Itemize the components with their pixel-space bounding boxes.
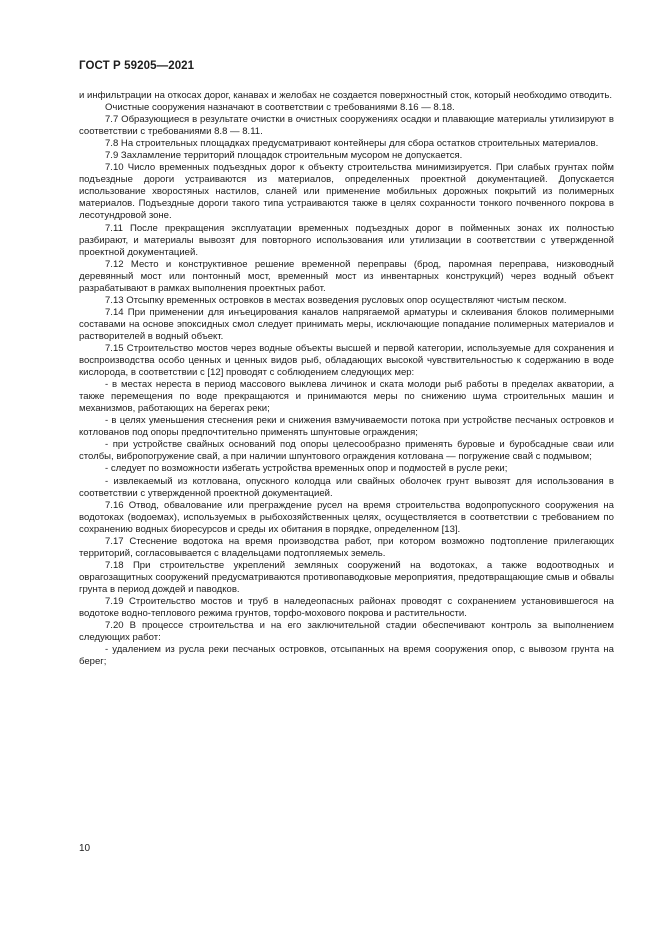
paragraph: 7.10 Число временных подъездных дорог к объекту строительства минимизируется. При слабых грунтах пойм подъездные дороги устраиваются из материалов, определенных проектной документацией. Допускается использование хворостяных настилов, сланей или применение мобильных дорожных покрытий из полимерных материалов. Подъездные дороги такого типа устраиваются также в целях сохранности тонкого почвенного покрова в лесотундровой зоне. [79, 162, 614, 222]
paragraph: 7.11 После прекращения эксплуатации временных подъездных дорог в пойменных зонах их полностью разбирают, и материалы вывозят для повторного использования или утилизации в соответствии с утвержденной проектной документацией. [79, 222, 614, 258]
paragraph: 7.7 Образующиеся в результате очистки в очистных сооружениях осадки и плавающие материалы утилизируют в соответствии с требованиями 8.8 — 8.11. [79, 114, 614, 138]
document-body [79, 90, 614, 668]
paragraph: 7.17 Стеснение водотока на время производства работ, при котором возможно подтопление прилегающих территорий, согласовывается с владельцами подтопляемых земель. [79, 535, 614, 559]
paragraph: и инфильтрации на откосах дорог, канавах и желобах не создается поверхностный сток, который необходимо отводить. [79, 90, 613, 101]
page-number: 10 [79, 843, 91, 854]
list-item: - при устройстве свайных оснований под опоры целесообразно применять буровые и буробсадные сваи или столбы, вибропогружение свай, а при наличии шпунтового ограждения котлована — погружение свай с подмывом; [79, 439, 614, 463]
paragraph: 7.14 При применении для инъецирования каналов напрягаемой арматуры и склеивания блоков полимерными составами на основе эпоксидных смол следует принимать меры, исключающие попадание полимерных материалов и растворителей в водный объект. [79, 306, 614, 342]
list-item: - в местах нереста в период массового выклева личинок и ската молоди рыб работы в пределах акватории, а также перемещения по воде прекращаются и принимаются меры по снижению шума строительных машин и механизмов, работающих на берегах реки; [79, 379, 614, 415]
list-item: - в целях уменьшения стеснения реки и снижения взмучиваемости потока при устройстве песчаных островков и котлованов под опоры предпочтительно применять шпунтовые ограждения; [79, 415, 614, 439]
list-item: - следует по возможности избегать устройства временных опор и подмостей в русле реки; [105, 463, 508, 475]
paragraph: 7.16 Отвод, обвалование или преграждение русел на время строительства водопропускного сооружения на водотоках (водоемах), используемых в рыбохозяйственных целях, осуществляется в соответствии с требованием по сохранению водных биоресурсов и среды их обитания в порядке, определенном [13]. [79, 499, 614, 535]
paragraph: 7.18 При строительстве укреплений земляных сооружений на водотоках, а также водоотводных и оврагозащитных сооружений предусматриваются противопаводковые мероприятия, предотвращающие смыв и обвалы грунта в период дождей и паводков. [79, 559, 614, 595]
list-item: - извлекаемый из котлована, опускного колодца или свайных оболочек грунт вывозят для использования в соответствии с утвержденной проектной документацией. [79, 475, 614, 499]
paragraph: 7.13 Отсыпку временных островков в местах возведения русловых опор осуществляют чистым песком. [105, 294, 567, 306]
paragraph: Очистные сооружения назначают в соответствии с требованиями 8.16 — 8.18. [105, 102, 455, 114]
paragraph: 7.19 Строительство мостов и труб в наледеопасных районах проводят с сохранением установившегося на водотоке водно-теплового режима грунтов, торфо-мохового покрова и растительности. [79, 595, 614, 620]
paragraph: 7.15 Строительство мостов через водные объекты высшей и первой категории, используемые для сохранения и воспроизводства особо ценных и ценных видов рыб, обладающих высокой чувствительностью к содержанию в воде кислорода, в соответствии с [12] проводят с соблюдением следующих мер: [79, 342, 614, 379]
paragraph: 7.9 Захламление территорий площадок строительным мусором не допускается. [105, 150, 463, 162]
paragraph: 7.8 На строительных площадках предусматривают контейнеры для сбора остатков строительных материалов. [105, 138, 599, 150]
paragraph: 7.20 В процессе строительства и на его заключительной стадии обеспечивают контроль за выполнением следующих работ: [79, 620, 614, 644]
list-item: - удалением из русла реки песчаных островков, отсыпанных на время сооружения опор, с вывозом грунта на берег; [79, 644, 614, 668]
paragraph: 7.12 Место и конструктивное решение временной переправы (брод, паромная переправа, низководный деревянный мост или понтонный мост, временный мост из инвентарных конструкций) через водный объект разрабатывают в рамках выполнения проектных работ. [79, 258, 614, 294]
document-header: ГОСТ Р 59205—2021 [79, 60, 195, 72]
